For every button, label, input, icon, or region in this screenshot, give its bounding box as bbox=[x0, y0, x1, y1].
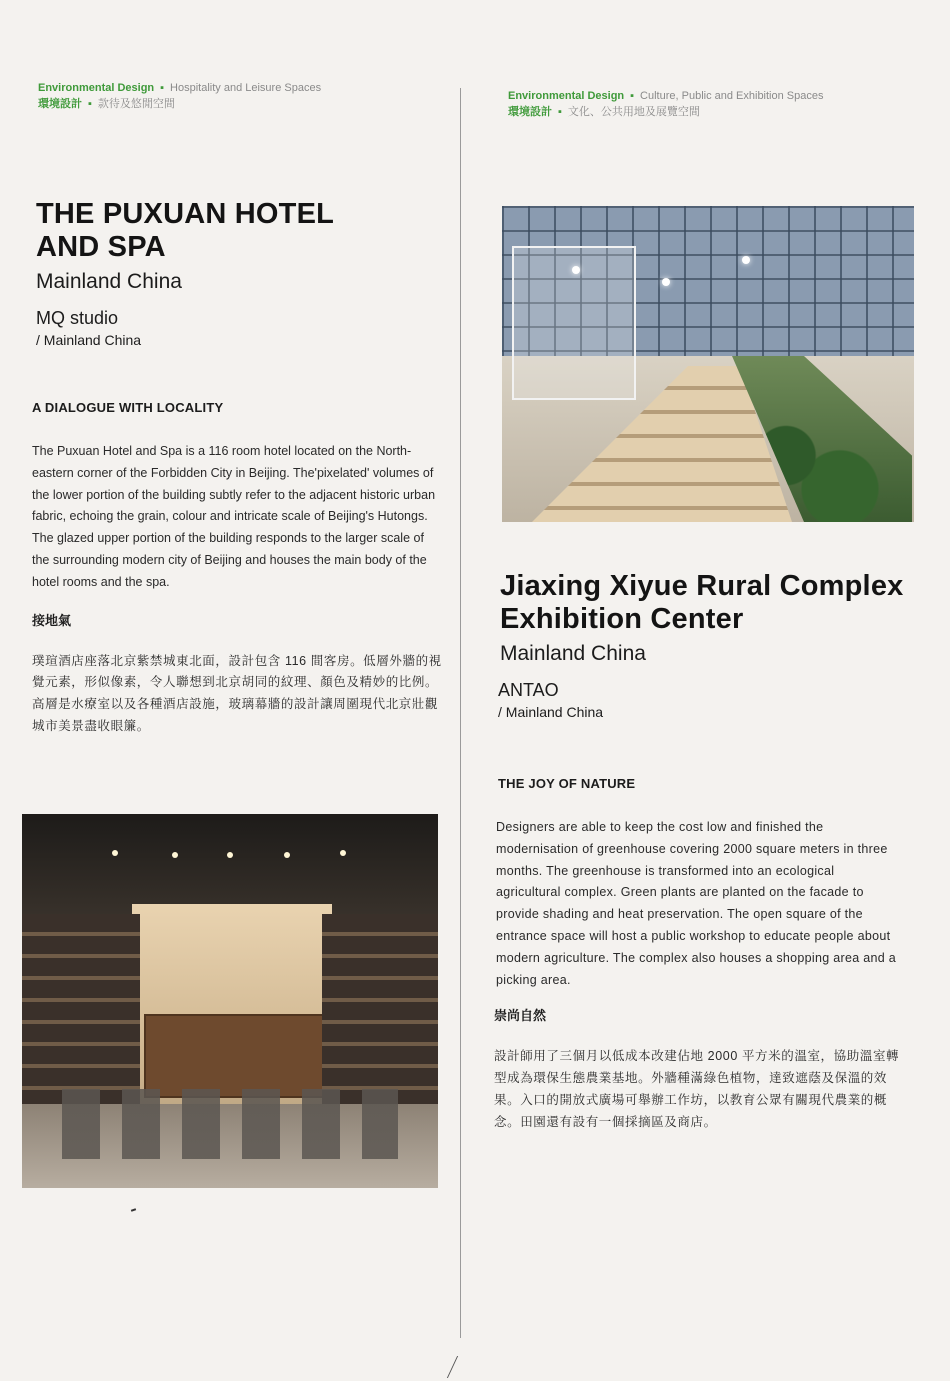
photo-ceiling-light bbox=[340, 850, 346, 856]
project-title: Jiaxing Xiyue Rural Complex Exhibition Center bbox=[500, 570, 904, 635]
firm-name: ANTAO bbox=[498, 680, 559, 700]
category-sub: Culture, Public and Exhibition Spaces bbox=[640, 90, 824, 102]
category-separator: ▪ bbox=[160, 82, 165, 94]
category-separator: ▪ bbox=[630, 90, 635, 102]
category-en bbox=[508, 88, 914, 104]
firm-location: / Mainland China bbox=[498, 704, 604, 720]
photo-light bbox=[572, 266, 580, 274]
section-heading-en: A DIALOGUE WITH LOCALITY bbox=[32, 400, 224, 415]
project-region: Mainland China bbox=[500, 642, 646, 665]
category-sub-zh: 文化、公共用地及展覽空間 bbox=[567, 106, 700, 118]
section-heading-zh: 崇尚自然 bbox=[494, 1008, 547, 1024]
category-main-zh: 環境設計 bbox=[38, 98, 82, 110]
photo-wall-panel bbox=[144, 1014, 324, 1098]
print-mark bbox=[131, 1208, 136, 1212]
project-region: Mainland China bbox=[36, 270, 182, 293]
photo-furniture bbox=[62, 1089, 398, 1159]
photo-light bbox=[662, 278, 670, 286]
hotel-lobby-photo bbox=[22, 814, 438, 1188]
description-zh: 璞瑄酒店座落北京紫禁城東北面，設計包含 116 間客房。低層外牆的視覺元素，形似像素，令人聯想到北京胡同的紋理、顏色及精妙的比例。高層是水療室以及各種酒店設施，玻璃幕牆的設計讓周圍現代北京壯觀城市美景盡收眼簾。 bbox=[32, 653, 442, 733]
category-main: Environmental Design bbox=[508, 90, 625, 102]
category-zh bbox=[38, 96, 444, 112]
photo-ceiling-light bbox=[227, 852, 233, 858]
page-corner-mark bbox=[447, 1356, 472, 1378]
photo-ceiling-light bbox=[172, 852, 178, 858]
firm-name: MQ studio bbox=[36, 308, 119, 328]
section-heading-en: THE JOY OF NATURE bbox=[498, 776, 636, 791]
category-en bbox=[38, 80, 444, 96]
project-title: THE PUXUAN HOTEL AND SPA bbox=[36, 198, 334, 263]
section-heading-zh: 接地氣 bbox=[32, 612, 72, 628]
description-en: Designers are able to keep the cost low and finished the modernisation of greenhouse covering 2000 square meters in three months. The greenhouse is transformed into an ecological agricultural complex. Green plants are planted on the facade to provide shading and heat preservation. The open square of the entrance space will host a public workshop to educate people about modern agriculture. The complex also houses a shopping area and a picking area. bbox=[496, 820, 897, 987]
category-separator-zh: ▪ bbox=[558, 106, 562, 118]
photo-light bbox=[742, 256, 750, 264]
greenhouse-photo bbox=[502, 206, 914, 522]
description-en: The Puxuan Hotel and Spa is a 116 room hotel located on the North-eastern corner of the Forbidden City in Beijing. The'pixelated' volumes of the lower portion of the building subtly refer to the adjacent historic urban fabric, echoing the grain, colour and intricate scale of Beijing's Hutongs. The glazed upper portion of the building responds to the larger scale of the surrounding modern city of Beijing and houses the main body of the hotel rooms and the spa. bbox=[32, 444, 436, 589]
category-main-zh: 環境設計 bbox=[508, 106, 552, 118]
category-sub-zh: 款待及悠閒空間 bbox=[97, 98, 175, 110]
photo-ceiling-light bbox=[284, 852, 290, 858]
photo-ceiling-light bbox=[112, 850, 118, 856]
category-sub: Hospitality and Leisure Spaces bbox=[170, 82, 322, 94]
category-separator-zh: ▪ bbox=[88, 98, 92, 110]
category-main: Environmental Design bbox=[38, 82, 155, 94]
column-divider bbox=[460, 88, 461, 1338]
category-zh bbox=[508, 104, 914, 120]
description-zh: 設計師用了三個月以低成本改建佔地 2000 平方米的溫室，協助溫室轉型成為環保生態農業基地。外牆種滿綠色植物，達致遮蔭及保溫的效果。入口的開放式廣場可舉辦工作坊，以教育公眾有關現代農業的概念。田園還有設有一個採摘區及商店。 bbox=[494, 1049, 900, 1129]
firm-location: / Mainland China bbox=[36, 332, 142, 348]
left-column bbox=[32, 80, 444, 738]
